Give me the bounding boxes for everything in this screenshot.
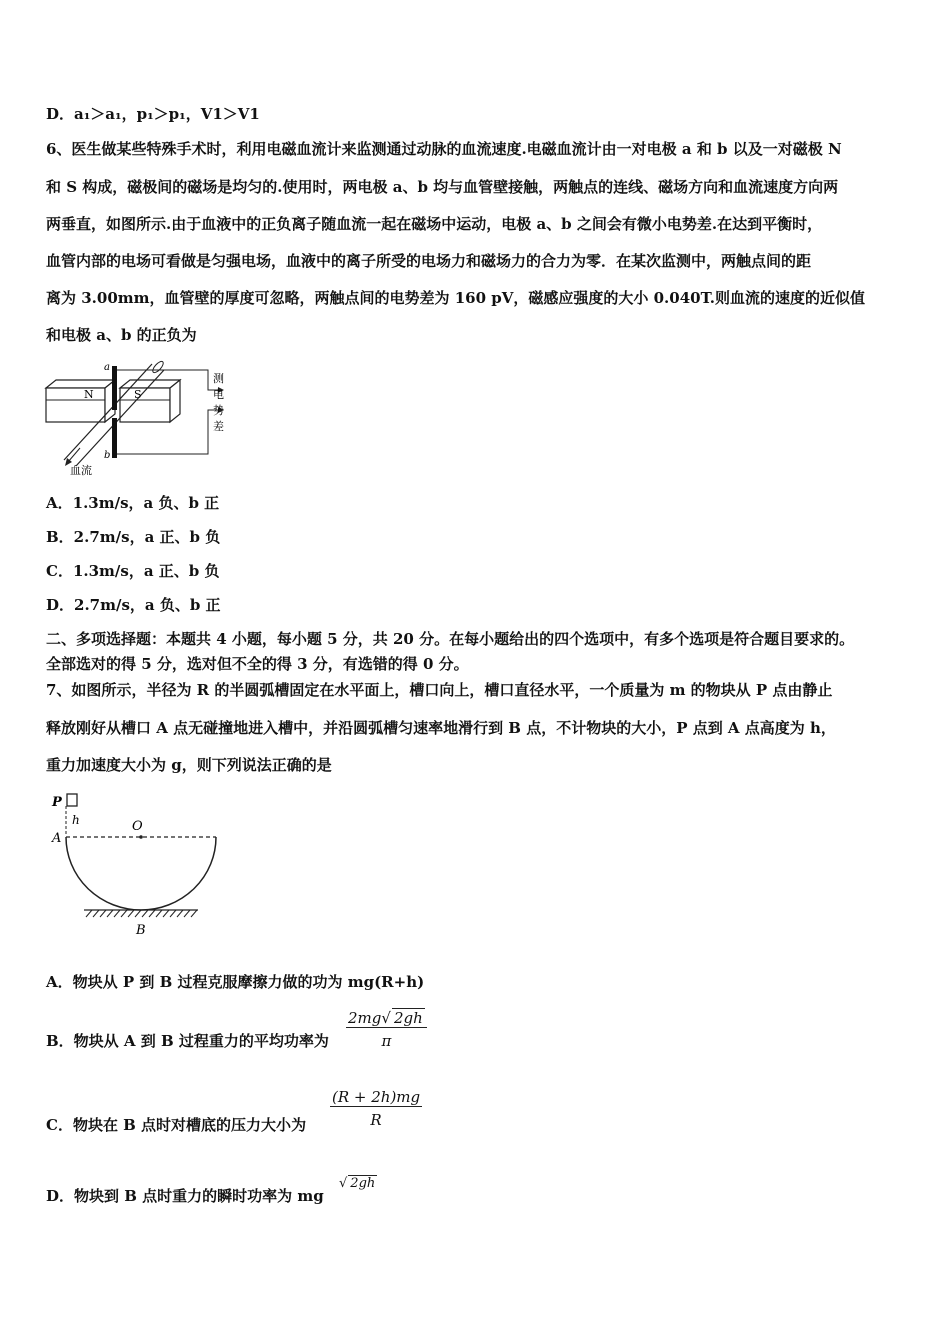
q6-line: 和 S 构成，磁极间的磁场是均匀的.使用时，两电极 a、b 均与血管壁接触，两触点的连线、磁场方向和血流速度方向两 — [46, 178, 839, 196]
option-b-denominator: π — [381, 1032, 392, 1050]
option-d-sqrt — [339, 1175, 377, 1191]
q7-line: 重力加速度大小为 g，则下列说法正确的是 — [46, 756, 332, 774]
option-c-denominator: R — [370, 1111, 382, 1129]
label-a: a — [104, 362, 110, 373]
ground-hatch — [86, 910, 197, 917]
label-measure: 测 — [213, 372, 224, 385]
q7-line: 释放刚好从槽口 A 点无碰撞地进入槽中，并沿圆弧槽匀速率地滑行到 B 点，不计物块的大小，P 点到 A 点高度为 h， — [46, 719, 836, 737]
section-2-header: 二、多项选择题：本题共 4 小题，每小题 5 分，共 20 分。在每小题给出的四个选项中，有多个选项是符合题目要求的。 — [46, 630, 855, 648]
block-p — [67, 794, 77, 806]
label-measure: 差 — [213, 420, 224, 433]
sqrt-sign: √ — [381, 1009, 391, 1027]
numerator-text: 2mg — [348, 1009, 382, 1027]
center-point — [139, 835, 143, 839]
label-n: N — [84, 388, 94, 401]
q6-line: 6、医生做某些特殊手术时，利用电磁血流计来监测通过动脉的血流速度.电磁血流计由一对电极 a 和 b 以及一对磁极 N — [46, 140, 842, 158]
sqrt-sign: √ — [339, 1176, 348, 1191]
label-blood-flow: 血流 — [70, 464, 92, 477]
label-p: P — [52, 795, 62, 810]
blood-flow-arrow — [68, 448, 80, 462]
sqrt-radicand: 2gh — [350, 1176, 376, 1191]
label-s: S — [134, 388, 142, 401]
label-measure: 势 — [213, 404, 224, 417]
magnet-n-top — [46, 380, 115, 388]
q7-option-b: B．物块从 A 到 B 过程重力的平均功率为 — [46, 1032, 329, 1050]
q7-option-c: C．物块在 B 点时对槽底的压力大小为 — [46, 1116, 307, 1134]
q6-line: 血管内部的电场可看做是匀强电场，血液中的离子所受的电场力和磁场力的合力为零．在某次监测中，两触点间的距 — [46, 252, 812, 270]
label-measure: 电 — [213, 388, 224, 401]
magnet-s-side — [170, 380, 180, 422]
option-c-fraction — [330, 1088, 422, 1129]
q6-line: 离为 3.00mm，血管壁的厚度可忽略，两触点间的电势差为 160 pV，磁感应强度的大小 0.040T.则血流的速度的近似值 — [46, 289, 866, 307]
groove-figure — [46, 786, 236, 940]
label-o: O — [132, 819, 143, 834]
electrode-b — [112, 418, 117, 458]
q6-option: B．2.7m/s，a 正、b 负 — [46, 528, 221, 546]
label-b: B — [136, 923, 146, 938]
q6-option: A．1.3m/s，a 负、b 正 — [46, 494, 220, 512]
magnet-n — [46, 388, 105, 422]
q7-option-d: D．物块到 B 点时重力的瞬时功率为 mg — [46, 1187, 324, 1205]
q6-line: 和电极 a、b 的正负为 — [46, 326, 197, 344]
q7-line: 7、如图所示，半径为 R 的半圆弧槽固定在水平面上，槽口向上，槽口直径水平，一个质量为 m 的物块从 P 点由静止 — [46, 681, 833, 699]
electrode-a — [112, 366, 117, 410]
section-2-header: 全部选对的得 5 分，选对但不全的得 3 分，有选错的得 0 分。 — [46, 655, 469, 673]
flowmeter-figure — [40, 360, 240, 478]
option-b-fraction — [346, 1008, 427, 1050]
option-c-numerator: (R + 2h)mg — [332, 1088, 421, 1106]
q7-option-a: A．物块从 P 到 B 过程克服摩擦力做的功为 mg(R+h) — [46, 973, 425, 991]
label-h: h — [72, 813, 80, 827]
label-b: b — [104, 450, 111, 461]
q6-option: C．1.3m/s，a 正、b 负 — [46, 562, 220, 580]
sqrt-radicand: 2gh — [393, 1009, 423, 1027]
label-a: A — [52, 831, 62, 846]
magnet-s — [120, 388, 170, 422]
q6-line: 两垂直，如图所示.由于血液中的正负离子随血流一起在磁场中运动，电极 a、b 之间会有微小电势差.在达到平衡时， — [46, 215, 823, 233]
q6-option: D．2.7m/s，a 负、b 正 — [46, 596, 221, 614]
semicircle-groove — [66, 837, 216, 910]
q5-option-d: D．a₁＞a₁，p₁＞p₁，V1＞V1 — [46, 105, 260, 123]
option-b-numerator — [346, 1008, 427, 1028]
